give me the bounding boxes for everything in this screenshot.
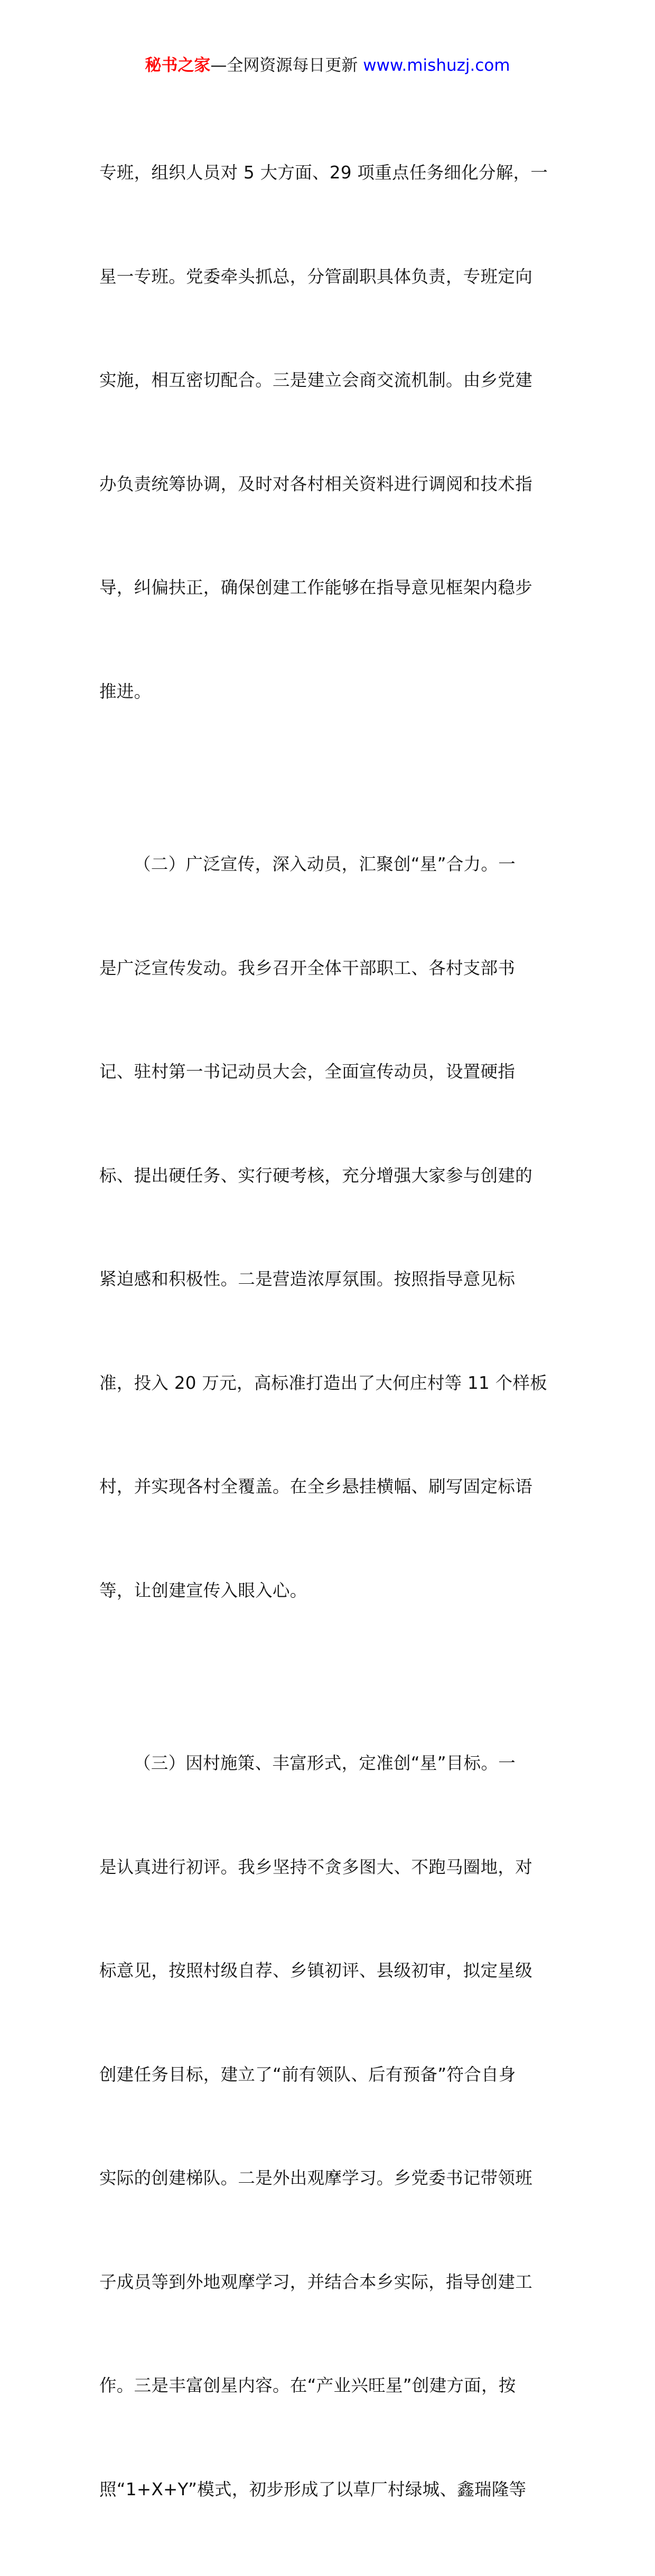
paragraph-line: （二）广泛宣传，深入动员，汇聚创“星”合力。一 <box>134 854 516 874</box>
paragraph-line: 创建任务目标，建立了“前有领队、后有预备”符合自身 <box>99 2064 516 2085</box>
paragraph-1 <box>99 87 564 778</box>
paragraph-line: 办负责统筹协调，及时对各村相关资料进行调阅和技术指 <box>99 473 533 494</box>
paragraph-line: 是认真进行初评。我乡坚持不贪多图大、不跑马圈地，对 <box>99 1857 533 1877</box>
paragraph-line: 村，并实现各村全覆盖。在全乡悬挂横幅、刷写固定标语 <box>99 1476 533 1497</box>
paragraph-line: 实际的创建梯队。二是外出观摩学习。乡党委书记带领班 <box>99 2168 533 2188</box>
paragraph-line: 标、提出硬任务、实行硬考核，充分增强大家参与创建的 <box>99 1165 533 1186</box>
paragraph-line: 等，让创建宣传入眼入心。 <box>99 1580 307 1600</box>
paragraph-line: 照“1+X+Y”模式，初步形成了以草厂村绿城、鑫瑞隆等 <box>99 2479 527 2499</box>
paragraph-line: 推进。 <box>99 681 152 702</box>
paragraph-3 <box>99 1677 564 2576</box>
site-url-link[interactable]: www.mishuzj.com <box>363 56 510 75</box>
paragraph-line: 导，纠偏扶正，确保创建工作能够在指导意见框架内稳步 <box>99 577 533 598</box>
paragraph-line: 子成员等到外地观摩学习，并结合本乡实际，指导创建工 <box>99 2271 533 2292</box>
paragraph-2 <box>99 778 564 1677</box>
header-tagline: —全网资源每日更新 <box>210 56 358 75</box>
paragraph-line: 准，投入 20 万元，高标准打造出了大何庄村等 11 个样板 <box>99 1372 548 1393</box>
document-body <box>99 87 564 2576</box>
paragraph-line: 星一专班。党委牵头抓总，分管副职具体负责，专班定向 <box>99 266 533 287</box>
paragraph-line: 实施，相互密切配合。三是建立会商交流机制。由乡党建 <box>99 370 533 390</box>
paragraph-line: 是广泛宣传发动。我乡召开全体干部职工、各村支部书 <box>99 958 516 978</box>
paragraph-line: 作。三是丰富创星内容。在“产业兴旺星”创建方面，按 <box>99 2375 516 2395</box>
paragraph-line: 紧迫感和积极性。二是营造浓厚氛围。按照指导意见标 <box>99 1269 516 1289</box>
paragraph-line: 记、驻村第一书记动员大会，全面宣传动员，设置硬指 <box>99 1062 516 1082</box>
paragraph-line: 专班，组织人员对 5 大方面、29 项重点任务细化分解，一 <box>99 163 548 183</box>
paragraph-line: （三）因村施策、丰富形式，定准创“星”目标。一 <box>134 1753 516 1773</box>
brand-name: 秘书之家 <box>145 56 211 75</box>
paragraph-line: 标意见，按照村级自荐、乡镇初评、县级初审，拟定星级 <box>99 1961 533 1981</box>
site-header <box>0 53 655 78</box>
